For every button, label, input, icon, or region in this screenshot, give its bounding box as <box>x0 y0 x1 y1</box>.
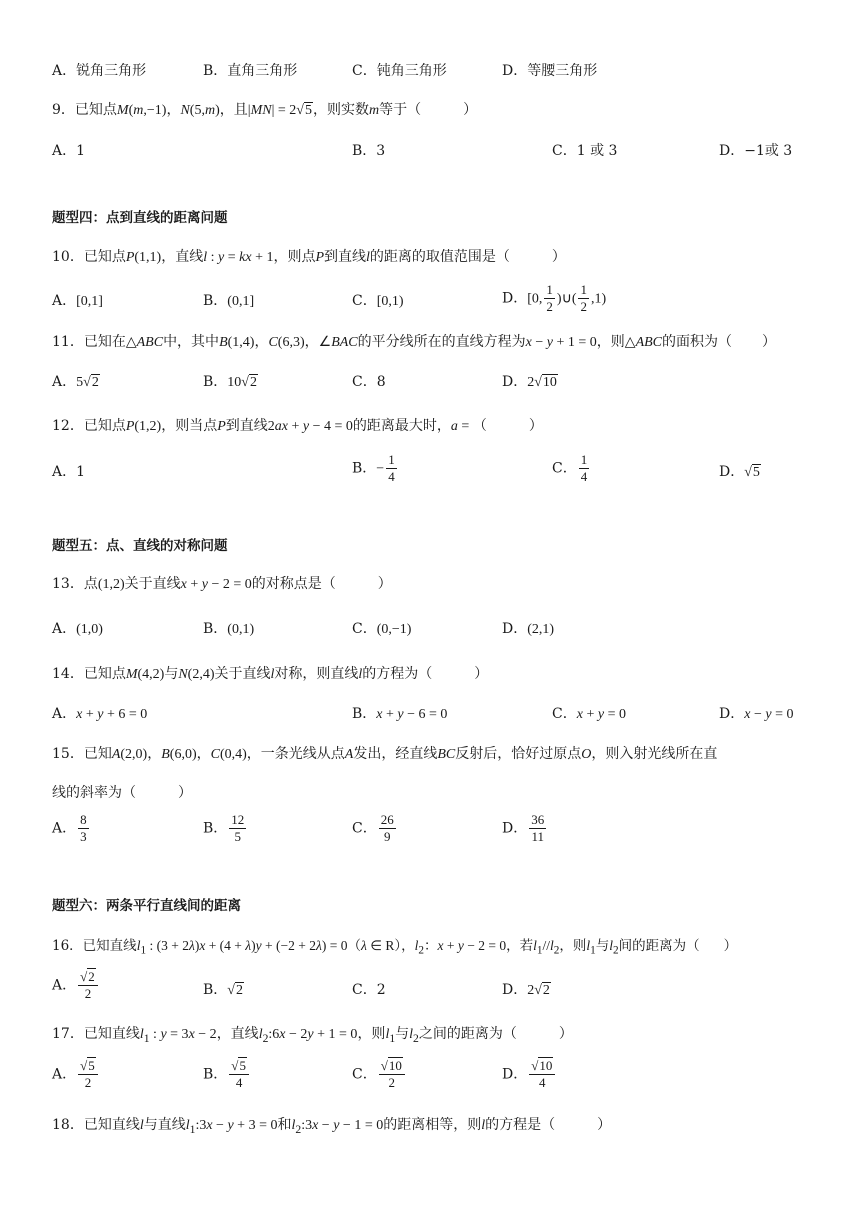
question-11: 11．已知在△ABC中，其中B(1,4)，C(6,3)，∠BAC的平分线所在的直线方程为x − y + 1 = 0，则△ABC的面积为（ ） <box>52 334 777 350</box>
q11-option-d: D．2√10 <box>502 374 557 390</box>
q10-mid2: ，则点 <box>273 249 316 265</box>
question-15: 15．已知A(2,0)，B(6,0)，C(0,4)，一条光线从点A发出，经直线BC反射后，恰好过原点O，则入射光线所在直 <box>52 746 718 762</box>
q11-option-c: C．8 <box>352 374 386 390</box>
q12-option-d: D．√5 <box>719 464 760 480</box>
q16-option-b: B．√2 <box>203 982 243 998</box>
q10-mid3: 到直线 <box>324 249 367 265</box>
q16-option-a: A． $\frac{√2}{2}$ <box>52 969 100 1002</box>
q9-point-m: M(m,−1) <box>116 103 167 118</box>
q17-option-d: D． $\frac{√10}{4}$ <box>502 1058 557 1091</box>
q8-option-b: B．直角三角形 <box>203 63 298 79</box>
q10-option-c: C．[0,1) <box>352 293 404 309</box>
section-6-heading: 题型六：两条平行直线间的距离 <box>52 898 241 914</box>
q13-option-b: B．(0,1) <box>203 621 255 637</box>
q17-option-c: C． $\frac{√10}{2}$ <box>352 1058 407 1091</box>
q15-option-b: B． $\frac{12}{5}$ <box>203 812 245 844</box>
q9-distance: |MN| = 2√5 <box>247 103 312 118</box>
q14-option-a: A．x + y + 6 = 0 <box>52 706 148 722</box>
q16-option-d: D．2√2 <box>502 982 550 998</box>
q9-option-a: A．1 <box>52 143 86 159</box>
q14-option-b: B．x + y − 6 = 0 <box>352 706 448 722</box>
q10-option-d: D．[0, $\frac{1}{2}$ )∪( $\frac{1}{2}$ ,1) <box>502 282 607 314</box>
q9-point-n: N(5,m) <box>180 103 220 118</box>
q14-option-d: D．x − y = 0 <box>719 706 794 722</box>
q13-option-a: A．(1,0) <box>52 621 103 637</box>
q13-option-d: D．(2,1) <box>502 621 555 637</box>
question-14: 14．已知点M(4,2)与N(2,4)关于直线l对称，则直线l的方程为（ ） <box>52 666 489 682</box>
q12-option-b: B．− $\frac{1}{4}$ <box>352 452 395 484</box>
section-4-heading: 题型四：点到直线的距离问题 <box>52 210 228 226</box>
question-17: 17．已知直线$l_1$ : y = 3x − 2，直线$l_2:6x - 2y + 1 = 0$，则$l_1$与$l_2$之间的距离为（ ） <box>52 1026 573 1045</box>
q9-prefix: 9．已知点 <box>52 102 117 118</box>
question-10: 10．已知点P(1,1)，直线l : y = kx + 1，则点P到直线l的距离的取值范围是（ ） <box>52 249 566 265</box>
q8-option-c: C．钝角三角形 <box>352 63 447 79</box>
q13-option-c: C．(0,−1) <box>352 621 412 637</box>
q8-option-d: D．等腰三角形 <box>502 63 598 79</box>
q10-prefix: 10．已知点 <box>52 249 126 265</box>
q11-prefix: 11．已知在 <box>52 334 126 350</box>
question-15-line2: 线的斜率为（ ） <box>52 785 192 801</box>
question-16: 16．已知直线$l_1$ : (3 + 2λ)x + (4 + λ)y + (−2 + 2λ) = 0（λ ∈ R），$l_2$：x + y − 2 = 0，若$l_1//l_2$，则$l_1$与$l_2$间的距离为（ ） <box>52 938 738 957</box>
q11-option-b: B．10√2 <box>203 374 257 390</box>
q9-close: ） <box>463 102 478 118</box>
q9-option-d: D．−1或 3 <box>719 143 793 159</box>
q10-mid: ，直线 <box>161 249 204 265</box>
q10-option-a: A．[0,1] <box>52 293 103 309</box>
question-9: 9．已知点M(m,−1)，N(5,m)，且|MN| = 2√5，则实数m等于（ ） <box>52 102 478 118</box>
q15-option-d: D． $\frac{36}{11}$ <box>502 812 545 844</box>
question-18: 18．已知直线l与直线$l_1:3x - y + 3 = 0$和$l_2:3x - y - 1 = 0$的距离相等，则l的方程是（ ） <box>52 1117 612 1136</box>
q16-option-c: C．2 <box>352 982 386 998</box>
q12-option-a: A．1 <box>52 464 86 480</box>
q9-option-b: B．3 <box>352 143 386 159</box>
q10-close: ） <box>551 249 566 265</box>
q9-sep3: ，则实数 <box>312 102 369 118</box>
q12-option-c: C． $\frac{1}{4}$ <box>552 452 588 484</box>
question-12: 12．已知点P(1,2)，则当点P到直线2ax + y − 4 = 0的距离最大时，a = （ ） <box>52 418 543 434</box>
question-13: 13．点(1,2)关于直线x + y − 2 = 0的对称点是（ ） <box>52 576 392 592</box>
q10-option-b: B．(0,1] <box>203 293 255 309</box>
q9-sep: ， <box>166 102 181 118</box>
q15-option-a: A． $\frac{8}{3}$ <box>52 812 87 844</box>
q17-option-a: A． $\frac{√5}{2}$ <box>52 1058 100 1091</box>
q9-sep2: ，且 <box>219 102 248 118</box>
q9-tail: 等于（ <box>379 102 422 118</box>
q11-option-a: A．5√2 <box>52 374 99 390</box>
q14-option-c: C．x + y = 0 <box>552 706 626 722</box>
q10-mid4: 的距离的取值范围是（ <box>369 249 510 265</box>
section-5-heading: 题型五：点、直线的对称问题 <box>52 538 228 554</box>
q17-option-b: B． $\frac{√5}{4}$ <box>203 1058 251 1091</box>
q9-option-c: C．1 或 3 <box>552 143 618 159</box>
q15-option-c: C． $\frac{26}{9}$ <box>352 812 394 844</box>
q8-option-a: A．锐角三角形 <box>52 63 147 79</box>
